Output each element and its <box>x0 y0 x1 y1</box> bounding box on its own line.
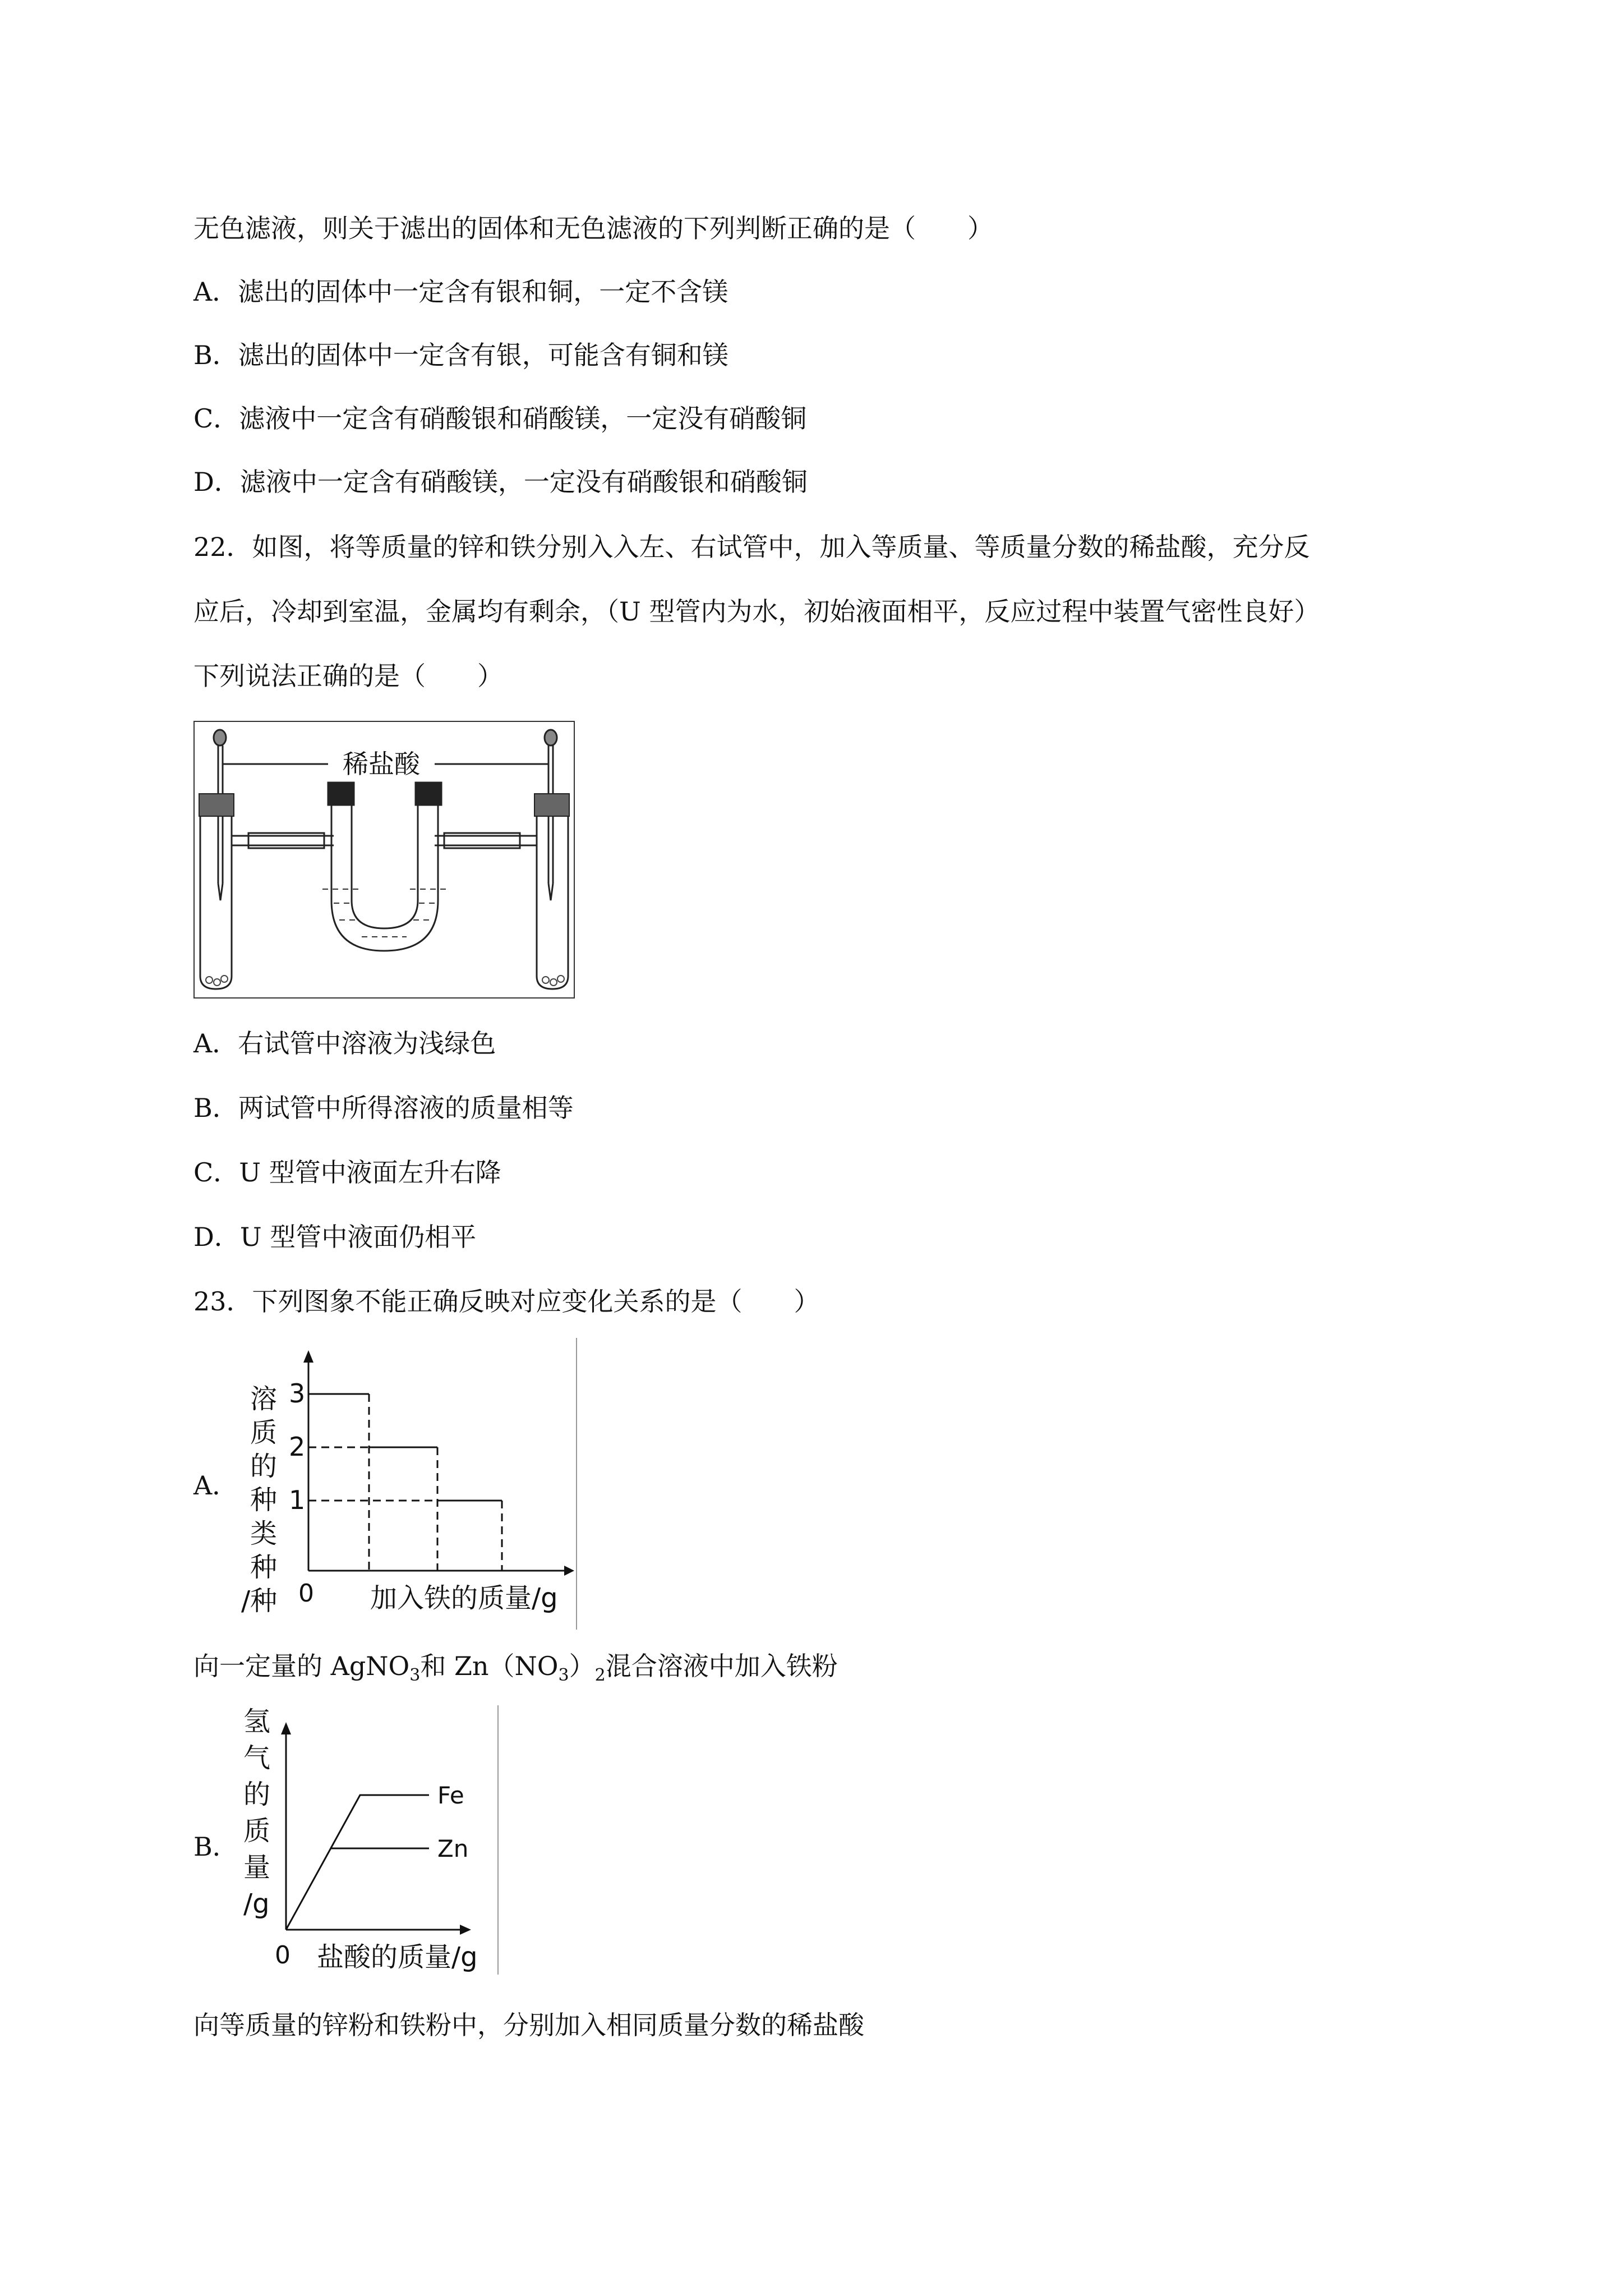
chart-b-ylabel-char: 的 <box>243 1779 271 1810</box>
q22-stem-line-1: 22．如图，将等质量的锌和铁分别入入左、右试管中，加入等质量、等质量分数的稀盐酸，充分反 <box>193 532 1310 562</box>
q21-option-d: D．滤液中一定含有硝酸镁，一定没有硝酸银和硝酸铜 <box>193 467 808 497</box>
q21-option-c: C．滤液中一定含有硝酸银和硝酸镁，一定没有硝酸铜 <box>193 403 807 434</box>
q21-option-b: B．滤出的固体中一定含有银，可能含有铜和镁 <box>193 340 728 370</box>
chart-a-ylabel-char: 种 <box>250 1552 278 1583</box>
chart-b-series-zn: Zn <box>437 1835 469 1862</box>
q22-stem-line-3: 下列说法正确的是（ ） <box>193 661 503 691</box>
chart-a-ylabel-char: 的 <box>250 1451 278 1482</box>
q22-option-b: B．两试管中所得溶液的质量相等 <box>193 1093 574 1123</box>
left-stopper <box>199 794 234 816</box>
caption-sub: 2 <box>594 1665 606 1686</box>
q21-stem-tail: 无色滤液，则关于滤出的固体和无色滤液的下列判断正确的是（ ） <box>193 213 993 243</box>
q23-chart-a <box>236 1338 578 1630</box>
chart-a-ylabel-char: 类 <box>250 1518 278 1549</box>
q23-stem: 23．下列图象不能正确反映对应变化关系的是（ ） <box>193 1286 820 1317</box>
q22-apparatus-figure <box>193 721 575 999</box>
q22-option-a: A．右试管中溶液为浅绿色 <box>193 1028 496 1059</box>
chart-b-line-fe <box>286 1795 429 1930</box>
chart-b-ylabel-char: 质 <box>243 1815 271 1847</box>
right-stopper <box>534 794 569 816</box>
q23-option-b-letter: B． <box>193 1832 238 1862</box>
caption-part: 混合溶液中加入铁粉 <box>605 1651 838 1681</box>
chart-b-xlabel: 盐酸的质量/g <box>317 1941 478 1973</box>
chart-a-ylabel-char: 溶 <box>250 1383 278 1415</box>
chart-a-ylabel-char: /种 <box>241 1585 278 1617</box>
chart-b-ylabel-char: 氢 <box>243 1706 271 1737</box>
caption-part: 向一定量的 AgNO <box>193 1651 410 1681</box>
chart-b-ylabel-char: 量 <box>243 1852 271 1883</box>
chart-a-xlabel: 加入铁的质量/g <box>370 1582 558 1614</box>
q23-option-b-caption: 向等质量的锌粉和铁粉中，分别加入相同质量分数的稀盐酸 <box>193 2010 864 2040</box>
chart-a-ylabel-char: 种 <box>250 1484 278 1516</box>
chart-a-ylabel <box>241 1383 277 1617</box>
caption-part: 和 Zn（NO <box>420 1651 559 1681</box>
chart-b-ylabel-char: 气 <box>243 1742 271 1774</box>
caption-sub: 3 <box>409 1665 421 1686</box>
caption-part: ） <box>569 1651 595 1681</box>
q23-chart-b <box>236 1705 499 1975</box>
q23-option-a-caption <box>193 1649 838 1692</box>
chart-b-series-fe: Fe <box>437 1782 464 1809</box>
chart-a-ytick-2: 2 <box>289 1432 306 1462</box>
q22-option-d: D．U 型管中液面仍相平 <box>193 1222 477 1252</box>
q21-option-a: A．滤出的固体中一定含有银和铜，一定不含镁 <box>193 277 728 307</box>
chart-a-ylabel-char: 质 <box>250 1417 278 1448</box>
chart-a-ytick-3: 3 <box>289 1378 306 1409</box>
chart-b-ylabel-char: /g <box>243 1888 270 1920</box>
chart-b-origin: 0 <box>275 1941 291 1970</box>
chart-b-ylabel <box>243 1706 270 1920</box>
caption-sub: 3 <box>558 1665 569 1686</box>
hcl-label: 稀盐酸 <box>343 749 420 779</box>
chart-a-ytick-1: 1 <box>289 1485 306 1515</box>
q23-option-a-letter: A． <box>193 1470 238 1501</box>
q22-option-c: C．U 型管中液面左升右降 <box>193 1157 501 1188</box>
chart-a-origin: 0 <box>298 1579 314 1608</box>
q22-stem-line-2: 应后，冷却到室温，金属均有剩余，（U 型管内为水，初始液面相平，反应过程中装置气密性良好） <box>193 596 1320 627</box>
